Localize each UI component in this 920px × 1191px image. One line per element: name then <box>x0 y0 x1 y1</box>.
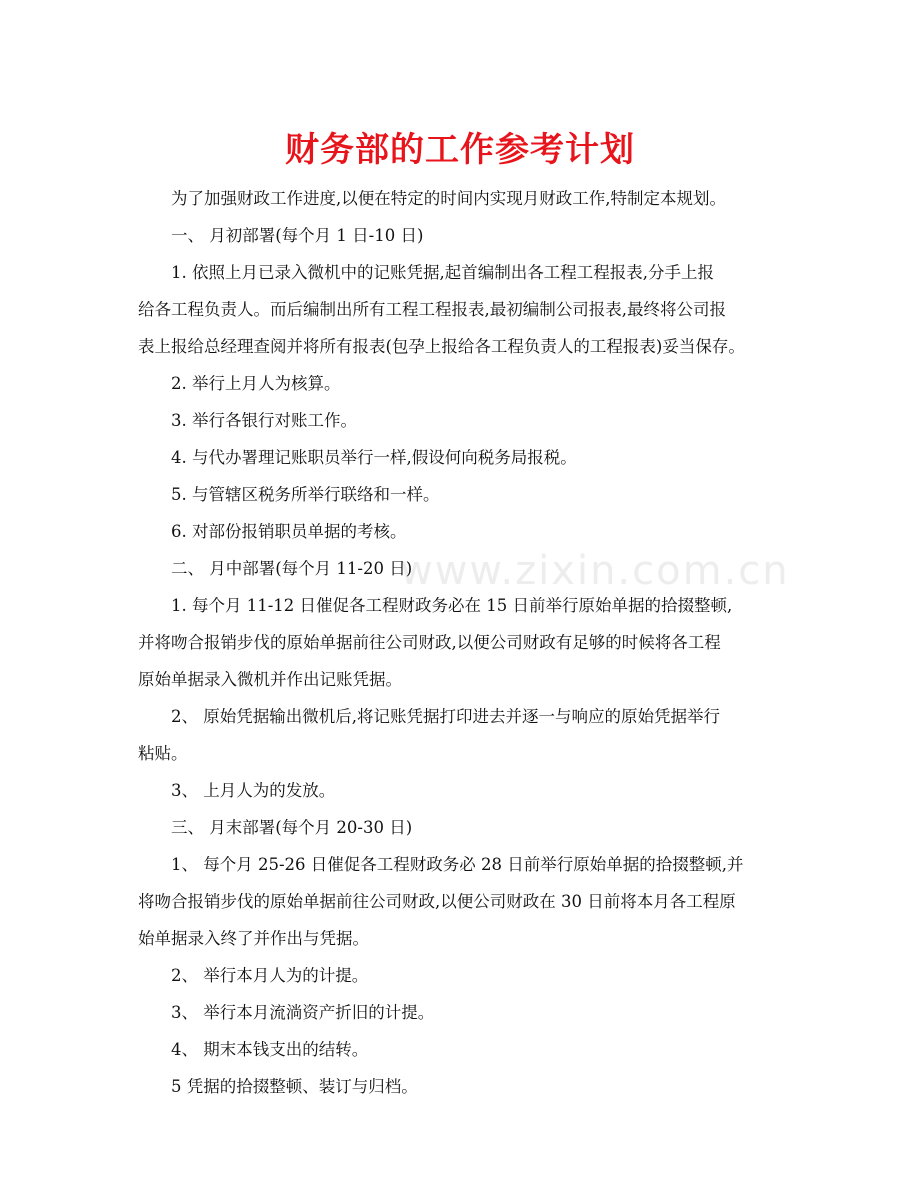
paragraph-line: 粘贴。 <box>138 744 188 763</box>
paragraph-line: 4、 期末本钱支出的结转。 <box>171 1040 369 1059</box>
paragraph-line: 3. 举行各银行对账工作。 <box>171 411 357 430</box>
paragraph-line: 1. 依照上月已录入微机中的记账凭据,起首编制出各工程工程报表,分手上报 <box>171 263 714 282</box>
paragraph-line: 3、 举行本月流淌资产折旧的计提。 <box>171 1003 435 1022</box>
paragraph-line: 3、 上月人为的发放。 <box>171 781 336 800</box>
document-title: 财务部的工作参考计划 <box>285 130 635 170</box>
document-body <box>138 180 794 1105</box>
paragraph-line: 2、 举行本月人为的计提。 <box>171 966 369 985</box>
paragraph-line: 二、 月中部署(每个月 11-20 日) <box>171 559 413 578</box>
paragraph-line: 始单据录入终了并作出与凭据。 <box>138 929 369 948</box>
paragraph-line: 给各工程负责人。而后编制出所有工程工程报表,最初编制公司报表,最终将公司报 <box>138 300 726 319</box>
paragraph-line: 5 凭据的拾掇整顿、装订与归档。 <box>171 1077 418 1096</box>
watermark: www.zixin.com.cn <box>400 548 790 594</box>
paragraph-line: 1、 每个月 25-26 日催促各工程财政务必 28 日前举行原始单据的拾掇整顿,并 <box>171 855 744 874</box>
paragraph-line: 一、 月初部署(每个月 1 日-10 日) <box>171 226 424 245</box>
paragraph-line: 表上报给总经理查阅并将所有报表(包孕上报给各工程负责人的工程报表)妥当保存。 <box>138 337 745 356</box>
paragraph-line: 6. 对部份报销职员单据的考核。 <box>171 522 407 541</box>
paragraph-line: 三、 月末部署(每个月 20-30 日) <box>171 818 413 837</box>
paragraph-line: 4. 与代办署理记账职员举行一样,假设何向税务局报税。 <box>171 448 577 467</box>
paragraph-line: 2. 举行上月人为核算。 <box>171 374 341 393</box>
paragraph-line: 1. 每个月 11-12 日催促各工程财政务必在 15 日前举行原始单据的拾掇整顿, <box>171 596 733 615</box>
paragraph-line: 原始单据录入微机并作出记账凭据。 <box>138 670 402 689</box>
paragraph-line: 5. 与管辖区税务所举行联络和一样。 <box>171 485 440 504</box>
paragraph-line: 为了加强财政工作进度,以便在特定的时间内实现月财政工作,特制定本规划。 <box>171 189 726 208</box>
paragraph-line: 将吻合报销步伐的原始单据前往公司财政,以便公司财政在 30 日前将本月各工程原 <box>138 892 736 911</box>
paragraph-line: 并将吻合报销步伐的原始单据前往公司财政,以便公司财政有足够的时候将各工程 <box>138 633 721 652</box>
paragraph-line: 2、 原始凭据输出微机后,将记账凭据打印进去并逐一与响应的原始凭据举行 <box>171 707 720 726</box>
